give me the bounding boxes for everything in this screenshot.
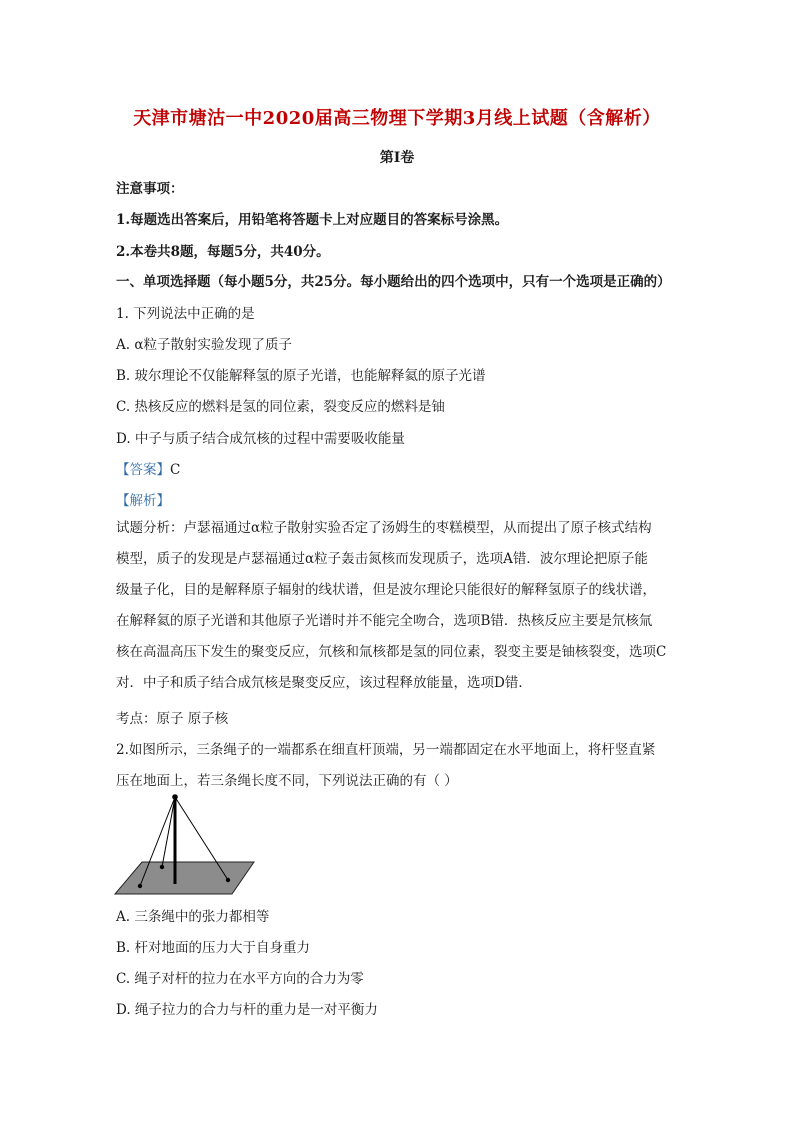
analysis-line: 模型，质子的发现是卢瑟福通过α粒子轰击氮核而发现质子，选项A错．波尔理论把原子能 (116, 551, 648, 567)
notes-item: 1.每题选出答案后，用铅笔将答题卡上对应题目的答案标号涂黑。 (116, 212, 509, 228)
answer-value: C (170, 462, 181, 478)
question-stem: 压在地面上，若三条绳长度不同，下列说法正确的有（ ） (116, 773, 458, 789)
anchor-point (160, 865, 164, 869)
answer-tag: 【答案】 (116, 462, 170, 478)
rope (162, 797, 175, 867)
kaodian-line: 考点：原子 原子核 (116, 711, 229, 727)
option-b: B. 杆对地面的压力大于自身重力 (116, 940, 311, 956)
notes-item: 2.本卷共8题，每题5分，共40分。 (116, 244, 330, 260)
option-d: D. 绳子拉力的合力与杆的重力是一对平衡力 (116, 1002, 378, 1018)
anchor-point (226, 878, 230, 882)
analysis-line: 级量子化，目的是解释原子辐射的线状谱，但是波尔理论只能很好的解释氢原子的线状谱， (116, 582, 656, 598)
answer-line (116, 458, 180, 478)
question-stem: 2.如图所示，三条绳子的一端都系在细直杆顶端，另一端都固定在水平地面上，将杆竖直紧 (116, 742, 656, 758)
option-b: B. 玻尔理论不仅能解释氢的原子光谱，也能解释氦的原子光谱 (116, 368, 486, 384)
volume-label: 第Ⅰ卷 (379, 150, 415, 166)
analysis-line: 对．中子和质子结合成氘核是聚变反应，该过程释放能量，选项D错． (116, 675, 532, 691)
rod-top-point (172, 794, 178, 800)
rod-and-ropes-figure (112, 792, 262, 900)
analysis-line: 核在高温高压下发生的聚变反应，氘核和氚核都是氢的同位素，裂变主要是铀核裂变，选项C (116, 644, 667, 660)
section-heading: 一、单项选择题（每小题5分，共25分。每小题给出的四个选项中，只有一个选项是正确的） (116, 274, 671, 290)
notes-heading: 注意事项： (116, 181, 184, 197)
option-a: A. 三条绳中的张力都相等 (116, 909, 270, 925)
analysis-tag: 【解析】 (116, 493, 170, 509)
analysis-line: 试题分析：卢瑟福通过α粒子散射实验否定了汤姆生的枣糕模型，从而提出了原子核式结构 (116, 520, 652, 536)
ground-plane (115, 862, 254, 894)
document-title: 天津市塘沽一中2020届高三物理下学期3月线上试题（含解析） (133, 108, 661, 129)
analysis-text (116, 513, 694, 699)
option-c: C. 热核反应的燃料是氢的同位素，裂变反应的燃料是铀 (116, 399, 445, 415)
question-stem: 1. 下列说法中正确的是 (116, 306, 255, 322)
anchor-point (138, 884, 142, 888)
option-d: D. 中子与质子结合成氘核的过程中需要吸收能量 (116, 431, 405, 447)
analysis-line: 在解释氦的原子光谱和其他原子光谱时并不能完全吻合，选项B错．热核反应主要是氘核氚 (116, 613, 653, 629)
option-a: A. α粒子散射实验发现了质子 (116, 337, 292, 353)
option-c: C. 绳子对杆的拉力在水平方向的合力为零 (116, 971, 364, 987)
